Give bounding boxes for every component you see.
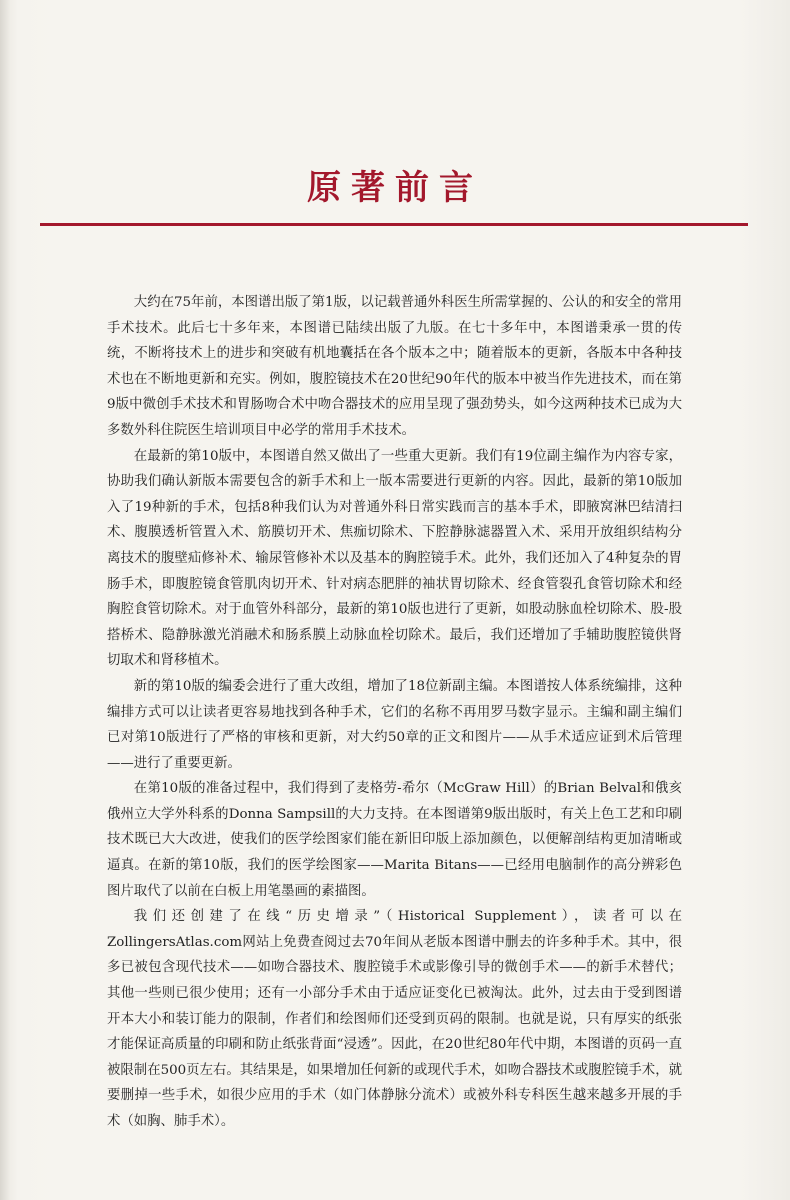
paragraph: 在第10版的准备过程中，我们得到了麦格劳-希尔（McGraw Hill）的Brian Belval和俄亥俄州立大学外科系的Donna Sampsill的大力支持。在本图谱第9版出版时，有关上色工艺和印刷技术既已大大改进，使我们的医学绘图家们能在新旧印版上添加颜色，以便解剖结构更加清晰或逼真。在新的第10版，我们的医学绘图家——Marita Bitans——已经用电脑制作的高分辨彩色图片取代了以前在白板上用笔墨画的素描图。 [107, 781, 682, 899]
page-title: 原著前言 [307, 168, 483, 208]
paragraph: 在最新的第10版中，本图谱自然又做出了一些重大更新。我们有19位副主编作为内容专家，协助我们确认新版本需要包含的新手术和上一版本需要进行更新的内容。因此，最新的第10版加入了19种新的手术，包括8种我们认为对普通外科日常实践而言的基本手术，即腋窝淋巴结清扫术、腹膜透析管置入术、筋膜切开术、焦痂切除术、下腔静脉滤器置入术、采用开放组织结构分离技术的腹壁疝修补术、输尿管修补术以及基本的胸腔镜手术。此外，我们还加入了4种复杂的胃肠手术，即腹腔镜食管肌肉切开术、针对病态肥胖的袖状胃切除术、经食管裂孔食管切除术和经胸腔食管切除术。对于血管外科部分，最新的第10版也进行了更新，如股动脉血栓切除术、股-股搭桥术、隐静脉激光消融术和肠系膜上动脉血栓切除术。最后，我们还增加了手辅助腹腔镜供肾切取术和肾移植术。 [107, 448, 682, 669]
paragraph: 新的第10版的编委会进行了重大改组，增加了18位新副主编。本图谱按人体系统编排，这种编排方式可以让读者更容易地找到各种手术，它们的名称不再用罗马数字显示。主编和副主编们已对第10版进行了严格的审核和更新，对大约50章的正文和图片——从手术适应证到术后管理——进行了重要更新。 [107, 678, 682, 771]
title-divider [40, 223, 748, 226]
preface-body [107, 290, 682, 1135]
paragraph: 我们还创建了在线“历史增录”（Historical Supplement），读者可以在ZollingersAtlas.com网站上免费查阅过去70年间从老版本图谱中删去的许多种手术。其中，很多已被包含现代技术——如吻合器技术、腹腔镜手术或影像引导的微创手术——的新手术替代；其他一些则已很少使用；还有一小部分手术由于适应证变化已被淘汰。此外，过去由于受到图谱开本大小和装订能力的限制，作者们和绘图师们还受到页码的限制。也就是说，只有厚实的纸张才能保证高质量的印刷和防止纸张背面“浸透”。因此，在20世纪80年代中期，本图谱的页码一直被限制在500页左右。其结果是，如果增加任何新的或现代手术，如吻合器技术或腹腔镜手术，就要删掉一些手术，如很少应用的手术（如门体静脉分流术）或被外科专科医生越来越多开展的手术（如胸、肺手术）。 [107, 909, 682, 1129]
paragraph: 大约在75年前，本图谱出版了第1版，以记载普通外科医生所需掌握的、公认的和安全的常用手术技术。此后七十多年来，本图谱已陆续出版了九版。在七十多年中，本图谱秉承一贯的传统，不断将技术上的进步和突破有机地囊括在各个版本之中；随着版本的更新，各版本中各种技术也在不断地更新和充实。例如，腹腔镜技术在20世纪90年代的版本中被当作先进技术，而在第9版中微创手术技术和胃肠吻合术中吻合器技术的应用呈现了强劲势头，如今这两种技术已成为大多数外科住院医生培训项目中必学的常用手术技术。 [107, 295, 682, 438]
